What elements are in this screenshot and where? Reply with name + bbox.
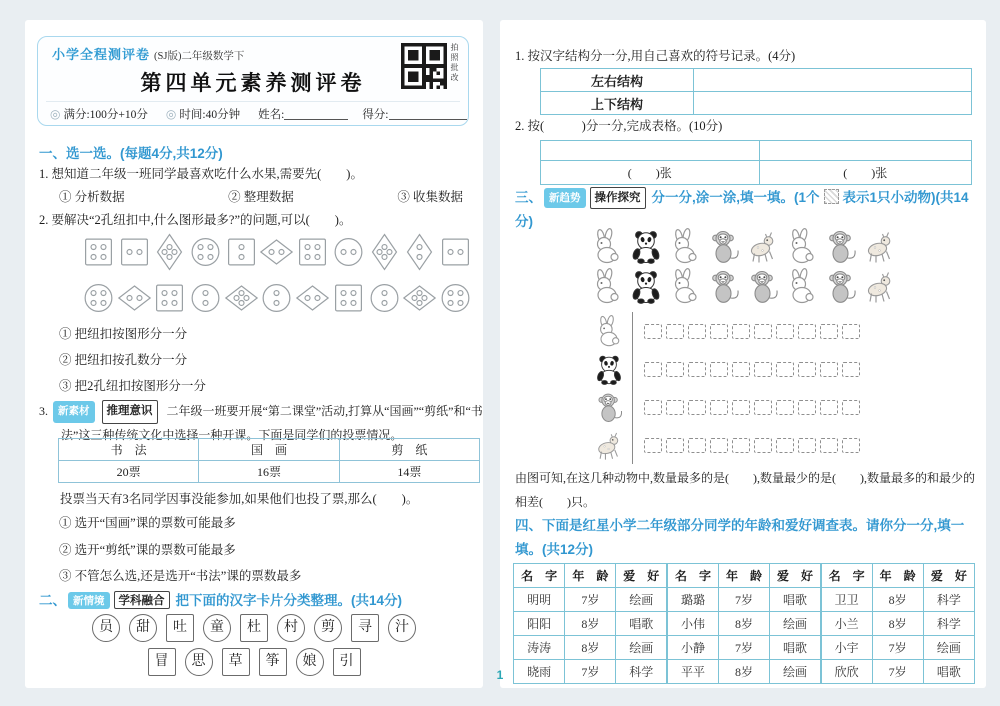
- button-square-4-holes: [331, 278, 366, 318]
- tally-box: [710, 324, 728, 339]
- q1-option-3: ③ 收集数据: [397, 190, 463, 204]
- tally-box: [776, 362, 794, 377]
- survey-row: [514, 612, 975, 636]
- survey-cell: 唱歌: [770, 636, 821, 660]
- q3-option-3: ③ 不管怎么选,还是选开“书法”课的票数最多: [59, 569, 302, 583]
- bullseye-icon: ◎: [165, 107, 177, 121]
- survey-cell: 7岁: [718, 588, 769, 612]
- full-score-item: [50, 106, 148, 122]
- new-material-badge: 新素材: [53, 401, 95, 423]
- survey-header-cell: 名 字: [667, 564, 718, 588]
- section3-fill-text: 由图可知,在这几种动物中,数量最多的是( ),数量最少的是( ),数量最多的和最少的相差( )只。: [515, 471, 975, 509]
- hanzi-card-circle: 娘: [296, 648, 324, 676]
- q1-option-2: ② 整理数据: [228, 190, 294, 204]
- series-title: 小学全程测评卷: [52, 47, 151, 62]
- survey-header-cell: 名 字: [821, 564, 872, 588]
- monkey-icon: [823, 228, 859, 264]
- tally-box: [820, 400, 838, 415]
- tally-row-panda: [586, 350, 860, 388]
- animals-row-2: [500, 268, 986, 304]
- name-blank: [284, 108, 348, 120]
- structure-label: 左右结构: [541, 69, 694, 92]
- survey-header-cell: 爱 好: [770, 564, 821, 588]
- q1-options: [59, 187, 463, 205]
- hanzi-cards-row-2: [25, 648, 483, 676]
- section1-heading: 一、选一选。(每题4分,共12分): [39, 146, 223, 161]
- button-diamond-tall-2v-holes: [402, 232, 437, 272]
- survey-cell: 晓雨: [514, 660, 565, 684]
- survey-cell: 8岁: [565, 612, 616, 636]
- survey-cell: 唱歌: [770, 588, 821, 612]
- paper-title: 第四单元素养测评卷: [140, 71, 366, 95]
- tally-box: [688, 438, 706, 453]
- survey-cell: 平平: [667, 660, 718, 684]
- subject-fusion-tag: 学科融合: [114, 591, 170, 609]
- section2-heading: [39, 589, 471, 609]
- section3-number: 三、: [515, 190, 542, 205]
- survey-row: [514, 588, 975, 612]
- button-square-2v-holes: [224, 232, 259, 272]
- tally-boxes: [632, 350, 860, 388]
- tally-box: [798, 324, 816, 339]
- survey-header-cell: 年 龄: [718, 564, 769, 588]
- score-field: [362, 106, 466, 122]
- tally-animal-rabbit: [586, 315, 632, 347]
- button-circle-2h-holes: [331, 232, 366, 272]
- survey-cell: 小兰: [821, 612, 872, 636]
- monkey-icon: [593, 391, 625, 423]
- hanzi-card-square: 草: [222, 648, 250, 676]
- operation-explore-tag: 操作探究: [590, 187, 646, 209]
- q1-option-1: ① 分析数据: [59, 190, 125, 204]
- survey-cell: 璐璐: [667, 588, 718, 612]
- time-label: 时间:40分钟: [179, 109, 241, 121]
- button-diamond-wide-2h-holes: [259, 232, 294, 272]
- button-diamond-tall-4-holes: [152, 232, 187, 272]
- rabbit-icon: [589, 228, 625, 264]
- tally-box: [842, 438, 860, 453]
- survey-cell: 绘画: [923, 636, 974, 660]
- tally-box: [776, 324, 794, 339]
- panda-icon: [628, 268, 664, 304]
- vote-header-row: [59, 439, 480, 461]
- survey-header-cell: 年 龄: [872, 564, 923, 588]
- hanzi-card-square: 寻: [351, 614, 379, 642]
- survey-cell: 科学: [923, 612, 974, 636]
- button-circle-4-holes: [438, 278, 473, 318]
- tally-box: [820, 438, 838, 453]
- tally-box: [688, 400, 706, 415]
- survey-cell: 明明: [514, 588, 565, 612]
- button-square-4-holes: [81, 232, 116, 272]
- tally-box: [644, 362, 662, 377]
- tally-box: [754, 400, 772, 415]
- button-square-2h-holes: [438, 232, 473, 272]
- tally-box: [666, 324, 684, 339]
- new-trend-badge: 新趋势: [544, 188, 586, 208]
- monkey-icon: [706, 228, 742, 264]
- count-header-cell: [541, 141, 760, 161]
- tally-box: [732, 438, 750, 453]
- button-circle-2v-holes: [188, 278, 223, 318]
- monkey-icon: [706, 268, 742, 304]
- tally-box: [776, 438, 794, 453]
- panda-icon: [628, 228, 664, 264]
- tally-animal-panda: [586, 353, 632, 385]
- survey-cell: 7岁: [565, 588, 616, 612]
- vote-value-row: [59, 461, 480, 483]
- tally-box: [754, 362, 772, 377]
- section3-heading-a: 分一分,涂一涂,填一填。(1个: [651, 190, 820, 205]
- button-circle-4-holes: [81, 278, 116, 318]
- buttons-row-1: [81, 230, 473, 274]
- count-blank-cell: ( )张: [759, 161, 972, 185]
- reasoning-tag: 推理意识: [102, 400, 158, 424]
- button-circle-2v-holes: [367, 278, 402, 318]
- qr-label: 拍照批改: [450, 43, 459, 83]
- tally-box: [820, 324, 838, 339]
- survey-cell: 小伟: [667, 612, 718, 636]
- tally-box: [842, 400, 860, 415]
- count-blank-cell: ( )张: [541, 161, 760, 185]
- survey-cell: 科学: [616, 660, 667, 684]
- vote-table: [58, 438, 480, 483]
- survey-cell: 欣欣: [821, 660, 872, 684]
- hanzi-card-circle: 思: [185, 648, 213, 676]
- button-square-4-holes: [295, 232, 330, 272]
- survey-row: [514, 660, 975, 684]
- hanzi-cards-row-1: [25, 614, 483, 642]
- survey-cell: 科学: [923, 588, 974, 612]
- button-diamond-wide-2h-holes: [117, 278, 152, 318]
- page-number: 1: [496, 668, 504, 682]
- r-q2-text: 2. 按( )分一分,完成表格。(10分): [515, 119, 723, 133]
- left-page: [25, 20, 483, 688]
- q2-text: 2. 要解决“2孔纽扣中,什么图形最多?”的问题,可以( )。: [39, 213, 352, 227]
- survey-header-cell: 爱 好: [923, 564, 974, 588]
- survey-header-cell: 名 字: [514, 564, 565, 588]
- new-context-badge: 新情境: [68, 592, 110, 609]
- q2-option-3: ③ 把2孔纽扣按图形分一分: [59, 379, 206, 393]
- tally-box: [798, 438, 816, 453]
- header-divider: [46, 101, 460, 102]
- survey-cell: 阳阳: [514, 612, 565, 636]
- vote-value-cell: 16票: [199, 461, 339, 483]
- button-diamond-wide-4-holes: [224, 278, 259, 318]
- button-diamond-wide-4-holes: [402, 278, 437, 318]
- vote-value-cell: 20票: [59, 461, 199, 483]
- deer-icon: [862, 228, 898, 264]
- hanzi-card-square: 引: [333, 648, 361, 676]
- hanzi-card-square: 吐: [166, 614, 194, 642]
- survey-cell: 绘画: [616, 588, 667, 612]
- hanzi-card-circle: 甜: [129, 614, 157, 642]
- survey-row: [514, 636, 975, 660]
- rabbit-icon: [593, 315, 625, 347]
- hanzi-card-square: 冒: [148, 648, 176, 676]
- tally-animal-deer: [586, 429, 632, 461]
- tally-box: [666, 400, 684, 415]
- name-label: 姓名:: [258, 109, 285, 121]
- rabbit-icon: [784, 268, 820, 304]
- animal-unit-glyph: [824, 189, 839, 204]
- vote-header-cell: 书 法: [59, 439, 199, 461]
- structure-row: [541, 92, 972, 115]
- count-header-cell: [759, 141, 972, 161]
- section2-heading-text: 把下面的汉字卡片分类整理。(共14分): [175, 593, 403, 608]
- tally-box: [798, 362, 816, 377]
- tally-animal-monkey: [586, 391, 632, 423]
- tally-box: [710, 438, 728, 453]
- section3-heading-b: 表示1只小动物)(共14分): [515, 190, 969, 229]
- rabbit-icon: [667, 268, 703, 304]
- tally-box: [666, 362, 684, 377]
- tally-box: [688, 324, 706, 339]
- tally-row-deer: [586, 426, 860, 464]
- tally-box: [644, 324, 662, 339]
- deer-icon: [745, 228, 781, 264]
- tally-box: [842, 362, 860, 377]
- hanzi-card-square: 杜: [240, 614, 268, 642]
- deer-icon: [862, 268, 898, 304]
- rabbit-icon: [667, 228, 703, 264]
- survey-cell: 8岁: [718, 612, 769, 636]
- button-circle-2v-holes: [259, 278, 294, 318]
- q3-option-2: ② 选开“剪纸”课的票数可能最多: [59, 543, 236, 557]
- survey-cell: 8岁: [718, 660, 769, 684]
- tally-box: [820, 362, 838, 377]
- name-field: [258, 106, 348, 122]
- edition-label: (SJ版)二年级数学下: [154, 51, 245, 62]
- bullseye-icon: ◎: [50, 107, 61, 121]
- survey-table: [513, 563, 975, 684]
- tally-box: [776, 400, 794, 415]
- survey-header-cell: 爱 好: [616, 564, 667, 588]
- tally-box: [644, 400, 662, 415]
- survey-cell: 绘画: [770, 660, 821, 684]
- buttons-row-2: [81, 276, 473, 320]
- button-square-2h-holes: [117, 232, 152, 272]
- tally-box: [842, 324, 860, 339]
- structure-answer-cell: [694, 92, 972, 115]
- survey-cell: 8岁: [872, 612, 923, 636]
- q2-option-1: ① 把纽扣按图形分一分: [59, 327, 188, 341]
- button-circle-4-holes: [188, 232, 223, 272]
- tally-box: [754, 438, 772, 453]
- monkey-icon: [745, 268, 781, 304]
- header-card: [37, 36, 469, 126]
- q1-text: 1. 想知道二年级一班同学最喜欢吃什么水果,需要先( )。: [39, 167, 363, 181]
- section3-heading: [515, 186, 973, 233]
- button-diamond-wide-2h-holes: [295, 278, 330, 318]
- q3-text: 二年级一班要开展“第二课堂”活动,打算从“国画”“剪纸”和“书法”这三种传统文化中选择一种开课。下面是同学们的投票情况。: [61, 404, 483, 442]
- tally-box: [798, 400, 816, 415]
- q3-number: 3.: [39, 404, 48, 418]
- structure-row: [541, 69, 972, 92]
- count-table: [540, 140, 972, 185]
- tally-box: [754, 324, 772, 339]
- survey-cell: 8岁: [565, 636, 616, 660]
- survey-cell: 绘画: [770, 612, 821, 636]
- vote-header-cell: 国 画: [199, 439, 339, 461]
- vote-header-cell: 剪 纸: [339, 439, 479, 461]
- survey-cell: 7岁: [565, 660, 616, 684]
- hanzi-card-circle: 员: [92, 614, 120, 642]
- survey-cell: 7岁: [718, 636, 769, 660]
- tally-row-rabbit: [586, 312, 860, 350]
- q2-option-2: ② 把纽扣按孔数分一分: [59, 353, 188, 367]
- structure-answer-cell: [694, 69, 972, 92]
- monkey-icon: [823, 268, 859, 304]
- hanzi-card-circle: 汁: [388, 614, 416, 642]
- tally-box: [732, 324, 750, 339]
- time-item: [166, 106, 240, 122]
- tally-box: [688, 362, 706, 377]
- structure-table: [540, 68, 972, 115]
- survey-cell: 7岁: [872, 636, 923, 660]
- tally-box: [710, 400, 728, 415]
- section4-heading: 四、下面是红星小学二年级部分同学的年龄和爱好调查表。请你分一分,填一填。(共12分): [515, 518, 965, 558]
- hanzi-card-circle: 剪: [314, 614, 342, 642]
- tally-boxes: [632, 312, 860, 350]
- survey-cell: 绘画: [616, 636, 667, 660]
- survey-cell: 7岁: [872, 660, 923, 684]
- tally-row-monkey: [586, 388, 860, 426]
- tally-boxes: [632, 426, 860, 464]
- survey-cell: 卫卫: [821, 588, 872, 612]
- count-header-row: [541, 141, 972, 161]
- count-value-row: [541, 161, 972, 185]
- vote-value-cell: 14票: [339, 461, 479, 483]
- tally-grid: [586, 312, 860, 464]
- tally-box: [644, 438, 662, 453]
- right-page: [500, 20, 986, 688]
- tally-boxes: [632, 388, 860, 426]
- section2-number: 二、: [39, 593, 66, 608]
- animals-row-1: [500, 228, 986, 264]
- q3-option-1: ① 选开“国画”课的票数可能最多: [59, 516, 236, 530]
- tally-box: [732, 400, 750, 415]
- structure-label: 上下结构: [541, 92, 694, 115]
- full-score-label: 满分:100分+10分: [63, 109, 148, 121]
- survey-cell: 唱歌: [923, 660, 974, 684]
- brand-row: [52, 44, 244, 64]
- q3-followup: 投票当天有3名同学因事没能参加,如果他们也投了票,那么( )。: [60, 492, 419, 506]
- meta-row: [50, 103, 456, 125]
- survey-cell: 涛涛: [514, 636, 565, 660]
- survey-cell: 8岁: [872, 588, 923, 612]
- rabbit-icon: [784, 228, 820, 264]
- survey-header-cell: 年 龄: [565, 564, 616, 588]
- hanzi-card-square: 筝: [259, 648, 287, 676]
- panda-icon: [593, 353, 625, 385]
- r-q1-text: 1. 按汉字结构分一分,用自己喜欢的符号记录。(4分): [515, 49, 796, 63]
- button-square-4-holes: [152, 278, 187, 318]
- rabbit-icon: [589, 268, 625, 304]
- survey-cell: 小静: [667, 636, 718, 660]
- score-blank: [389, 108, 467, 120]
- qr-block: [401, 43, 460, 89]
- survey-cell: 唱歌: [616, 612, 667, 636]
- tally-box: [710, 362, 728, 377]
- deer-icon: [593, 429, 625, 461]
- button-diamond-tall-4-holes: [367, 232, 402, 272]
- qr-code-icon: [401, 43, 447, 89]
- score-label: 得分:: [362, 109, 389, 121]
- tally-box: [732, 362, 750, 377]
- tally-box: [666, 438, 684, 453]
- survey-header-row: [514, 564, 975, 588]
- hanzi-card-circle: 村: [277, 614, 305, 642]
- survey-cell: 小宇: [821, 636, 872, 660]
- hanzi-card-circle: 童: [203, 614, 231, 642]
